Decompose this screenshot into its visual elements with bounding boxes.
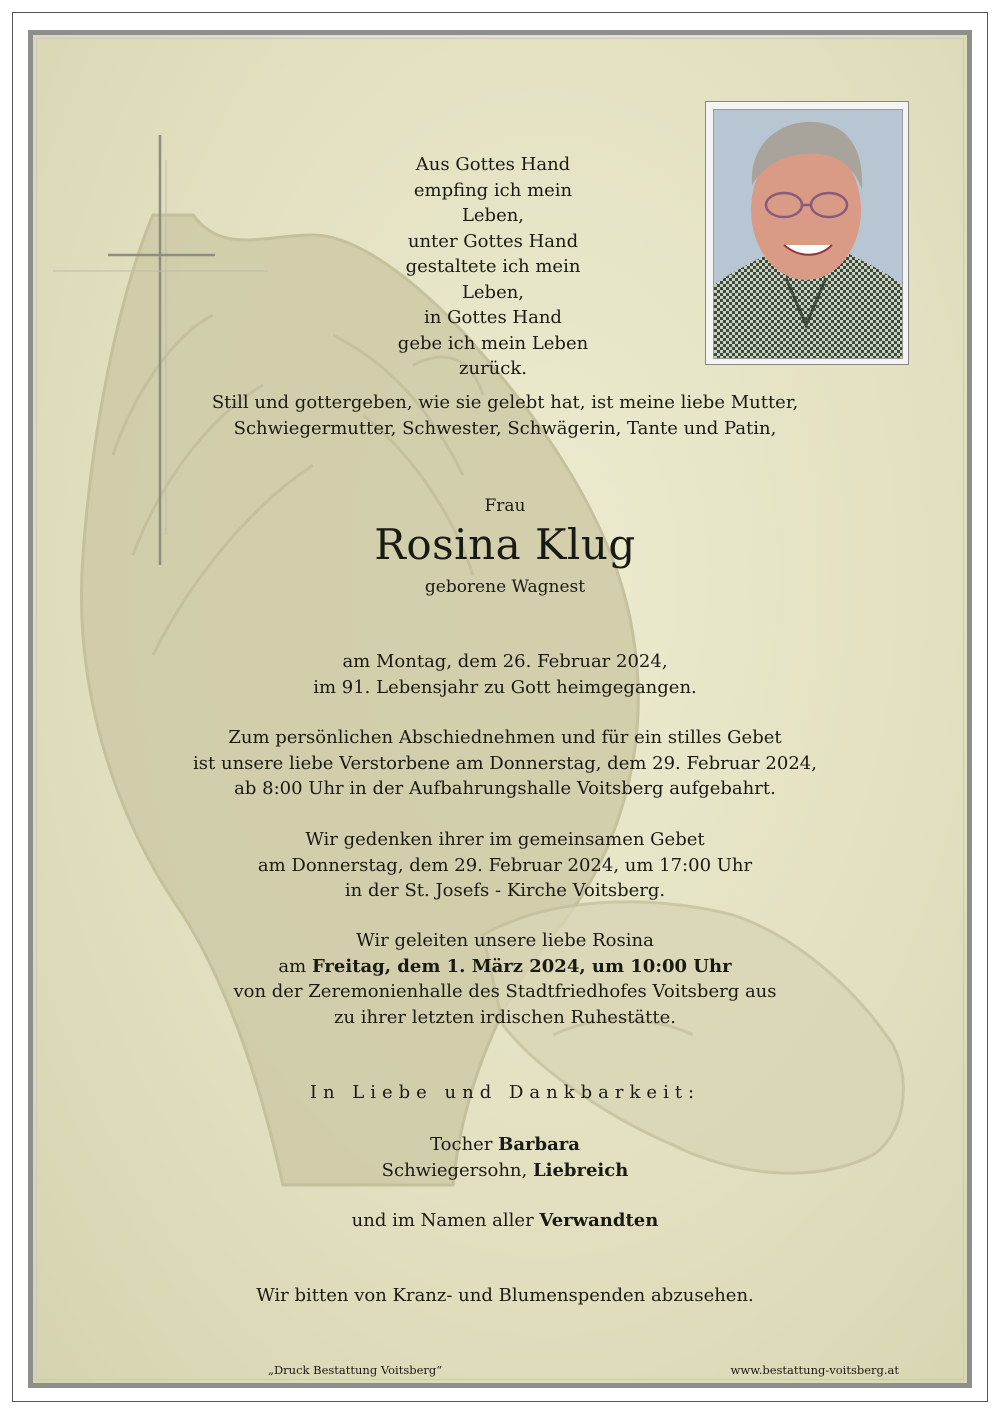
relatives-line xyxy=(33,1208,972,1234)
funeral-date-line xyxy=(33,954,972,980)
obituary-card xyxy=(28,30,972,1388)
thanks-heading: In Liebe und Dankbarkeit: xyxy=(309,1082,701,1103)
flower-note: Wir bitten von Kranz- und Blumenspenden abzusehen. xyxy=(256,1285,754,1306)
prayer-line: in der St. Josefs - Kirche Voitsberg. xyxy=(344,880,666,901)
poem xyxy=(393,152,593,382)
deceased-title: Frau xyxy=(484,496,526,516)
funeral-line: Wir geleiten unsere liebe Rosina xyxy=(356,930,654,951)
death-line: im 91. Lebensjahr zu Gott heimgegangen. xyxy=(313,676,697,698)
deceased-name: Rosina Klug xyxy=(374,520,636,569)
family-role: Schwiegersohn, xyxy=(381,1159,533,1181)
relatives-bold: Verwandten xyxy=(539,1210,659,1231)
family-role: Tocher xyxy=(430,1134,499,1155)
prayer-notice xyxy=(33,827,972,904)
intro-line: Still und gottergeben, wie sie gelebt hat, ist meine liebe Mutter, xyxy=(211,392,799,413)
viewing-line: ist unsere liebe Verstorbene am Donnerstag, dem 29. Februar 2024, xyxy=(193,752,817,774)
family-member xyxy=(33,1158,972,1184)
viewing-line: Zum persönlichen Abschiednehmen und für ein stilles Gebet xyxy=(228,727,782,748)
funeral-line: von der Zeremonienhalle des Stadtfriedhofes Voitsberg aus xyxy=(233,981,777,1002)
poem-line: gebe ich mein Leben zurück. xyxy=(397,332,589,379)
poem-line: Aus Gottes Hand xyxy=(415,154,571,175)
portrait-photo xyxy=(705,101,909,365)
family-name: Barbara xyxy=(498,1134,580,1155)
footer-printer: „Druck Bestattung Voitsberg“ xyxy=(268,1363,443,1377)
funeral-line: zu ihrer letzten irdischen Ruhestätte. xyxy=(333,1006,676,1028)
viewing-line: ab 8:00 Uhr in der Aufbahrungshalle Voitsberg aufgebahrt. xyxy=(234,778,776,799)
funeral-date-prefix: am xyxy=(278,955,312,977)
prayer-line: Wir gedenken ihrer im gemeinsamen Gebet xyxy=(305,829,705,850)
funeral-notice xyxy=(33,928,972,1030)
intro-line: Schwiegermutter, Schwester, Schwägerin, Tante und Patin, xyxy=(233,417,777,439)
poem-line: empfing ich mein Leben, xyxy=(413,179,573,226)
viewing-notice xyxy=(33,725,972,802)
funeral-date: Freitag, dem 1. März 2024, um 10:00 Uhr xyxy=(311,955,732,977)
poem-line: gestaltete ich mein Leben, xyxy=(405,256,581,303)
poem-line: in Gottes Hand xyxy=(424,307,562,328)
family-member xyxy=(33,1132,972,1158)
poem-line: unter Gottes Hand xyxy=(407,230,579,252)
footer-website-link[interactable]: www.bestattung-voitsberg.at xyxy=(730,1363,899,1377)
death-notice xyxy=(33,649,972,700)
maiden-name: geborene Wagnest xyxy=(424,577,586,597)
prayer-line: am Donnerstag, dem 29. Februar 2024, um 17:00 Uhr xyxy=(257,854,753,876)
intro-text xyxy=(33,390,972,441)
family-list xyxy=(33,1132,972,1183)
family-name: Liebreich xyxy=(532,1159,629,1181)
relatives-prefix: und im Namen aller xyxy=(351,1210,540,1231)
death-line: am Montag, dem 26. Februar 2024, xyxy=(342,651,668,672)
